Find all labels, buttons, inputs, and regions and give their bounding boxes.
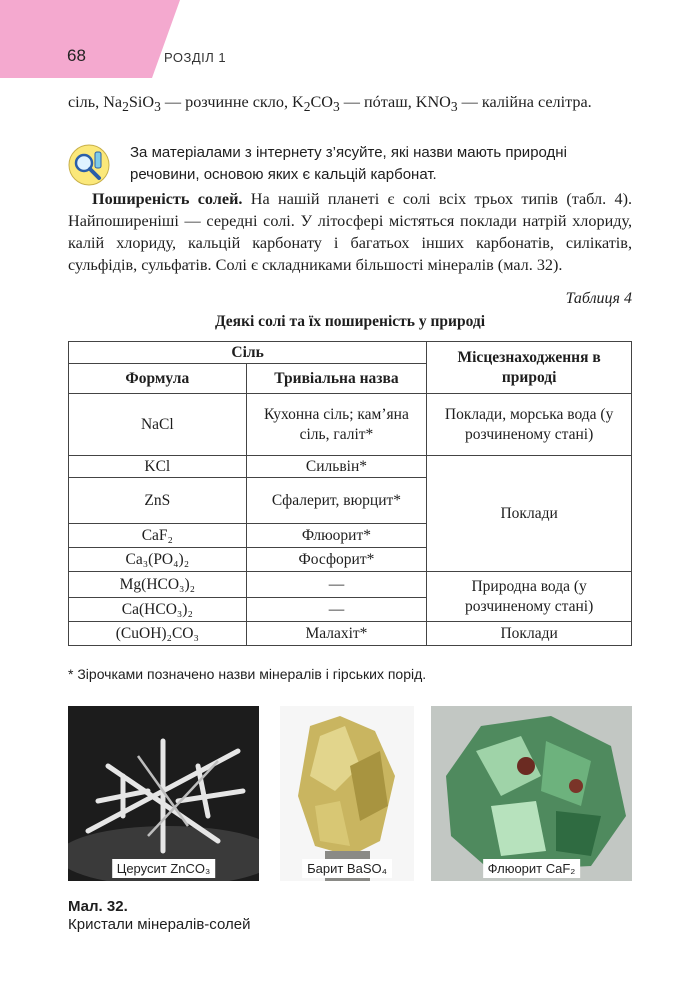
paragraph-text: На нашій планеті є солі всіх трьох типів (табл. 4). Найпоширеніші — середні солі. У літосфері містяться поклади натрій хлориду, калій хлориду, кальцій карбонату і багатьох інших карбонатів, силікатів, сульфідів, сульфатів. Солі є складниками більшості мінералів (мал. 32).	[68, 190, 633, 274]
name-cell: Фосфорит*	[246, 548, 427, 572]
table-footnote: * Зірочками позначено назви мінералів і гірських порід.	[68, 666, 427, 682]
formula-cell: Ca₃(PO₄)₂	[69, 548, 247, 572]
header-salt: Сіль	[69, 342, 427, 364]
name-cell: Малахіт*	[246, 622, 427, 646]
location-cell: Поклади	[427, 456, 632, 572]
location-cell: Поклади	[427, 622, 632, 646]
header-location: Місцезнаходження в природі	[427, 342, 632, 394]
fluorite-photo	[431, 706, 632, 881]
corner-tab	[0, 0, 180, 78]
table-row	[69, 622, 632, 646]
paragraph-heading: Поширеність солей.	[92, 190, 243, 208]
location-cell: Природна вода (у розчиненому стані)	[427, 572, 632, 622]
research-note: За матеріалами з інтернету з’ясуйте, які назви мають природні речовини, основою яких є кальцій карбонат.	[130, 144, 567, 183]
barite-label: Барит BaSO₄	[302, 859, 392, 878]
table-row	[69, 456, 632, 478]
cerussite-label: Церусит ZnCO₃	[112, 859, 216, 878]
figure-title: Мал. 32.	[68, 898, 128, 915]
research-icon	[68, 144, 110, 186]
formula-cell: CaF₂	[69, 524, 247, 548]
table-caption: Таблиця 4	[565, 290, 632, 307]
name-cell: Сильвін*	[246, 456, 427, 478]
salts-paragraph	[68, 188, 632, 276]
page-number: 68	[67, 46, 86, 65]
name-cell: Сфалерит, вюрцит*	[246, 478, 427, 524]
header-formula: Формула	[69, 364, 247, 394]
header-trivial-name: Тривіальна назва	[246, 364, 427, 394]
intro-paragraph: сіль, $Na_2SiO_3$ — розчинне скло, $K_2CO_3$ — пóташ, $KNO_3$ — калійна селітра.	[68, 93, 592, 115]
formula-cell: (CuOH)₂CO₃	[69, 622, 247, 646]
name-cell: —	[246, 598, 427, 622]
location-cell: Поклади, морська вода (у розчиненому стані)	[427, 394, 632, 456]
name-cell: Флюорит*	[246, 524, 427, 548]
figure-description: Кристали мінералів-солей	[68, 916, 251, 933]
formula-cell: Ca(HCO₃)₂	[69, 598, 247, 622]
formula-cell: NaCl	[69, 394, 247, 456]
cerussite-photo	[68, 706, 259, 881]
table-row	[69, 394, 632, 456]
formula-cell: ZnS	[69, 478, 247, 524]
section-label: РОЗДІЛ 1	[164, 50, 227, 65]
table-title: Деякі солі та їх поширеність у природі	[214, 313, 486, 330]
barite-photo	[280, 706, 414, 881]
formula-cell: KCl	[69, 456, 247, 478]
name-cell: —	[246, 572, 427, 598]
formula-cell: Mg(HCO₃)₂	[69, 572, 247, 598]
salts-table	[68, 341, 632, 646]
fluorite-label: Флюорит CaF₂	[483, 859, 581, 878]
name-cell: Кухонна сіль; кам’яна сіль, галіт*	[246, 394, 427, 456]
table-row	[69, 572, 632, 598]
